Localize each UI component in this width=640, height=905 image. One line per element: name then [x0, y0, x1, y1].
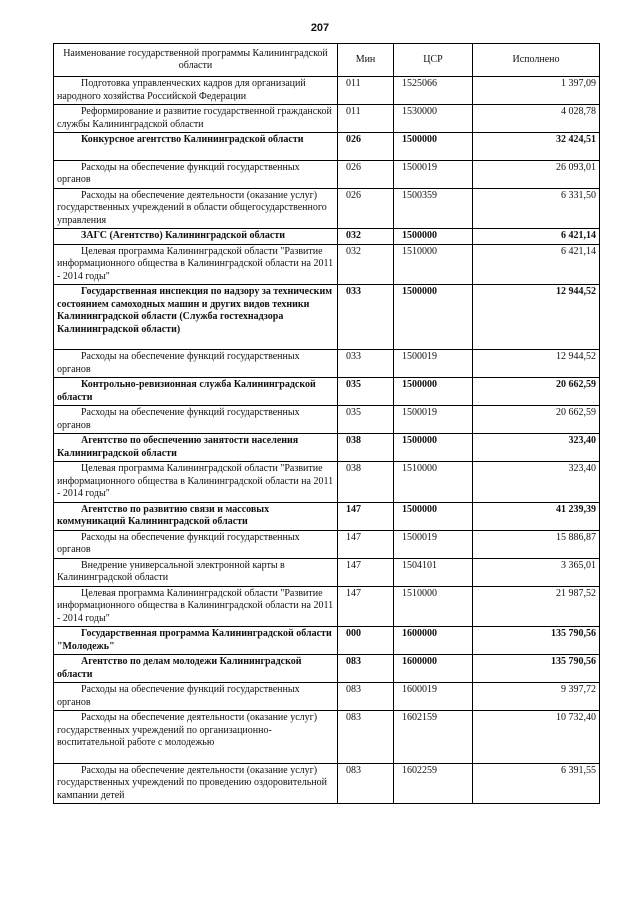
row-min-cell: 026: [338, 160, 394, 188]
row-name-cell: Реформирование и развитие государственной гражданской службы Калининградской области: [54, 105, 338, 133]
row-name-cell: Внедрение универсальной электронной карты в Калининградской области: [54, 558, 338, 586]
row-done-cell: 3 365,01: [473, 558, 600, 586]
table-row: [54, 558, 600, 586]
row-done-cell: 12 944,52: [473, 285, 600, 350]
row-csr-cell: 1510000: [394, 462, 473, 503]
row-min-cell: 026: [338, 133, 394, 161]
row-csr-cell: 1602259: [394, 763, 473, 804]
header-min: Мин: [338, 44, 394, 77]
row-done-cell: 323,40: [473, 462, 600, 503]
row-name-cell: Агентство по обеспечению занятости населения Калининградской области: [54, 434, 338, 462]
row-name-cell: Агентство по развитию связи и массовых коммуникаций Калининградской области: [54, 502, 338, 530]
row-csr-cell: 1500000: [394, 133, 473, 161]
row-csr-cell: 1500000: [394, 434, 473, 462]
table-row: [54, 244, 600, 285]
row-done-cell: 10 732,40: [473, 711, 600, 764]
row-csr-cell: 1500000: [394, 378, 473, 406]
table-row: [54, 378, 600, 406]
row-name-cell: Расходы на обеспечение функций государственных органов: [54, 160, 338, 188]
table-row: [54, 285, 600, 350]
row-min-cell: 147: [338, 502, 394, 530]
row-csr-cell: 1600019: [394, 683, 473, 711]
row-min-cell: 147: [338, 530, 394, 558]
table-body: [54, 77, 600, 804]
table-row: [54, 105, 600, 133]
row-done-cell: 6 421,14: [473, 244, 600, 285]
row-done-cell: 6 421,14: [473, 229, 600, 245]
table-row: [54, 229, 600, 245]
table-row: [54, 763, 600, 804]
table-row: [54, 530, 600, 558]
row-done-cell: 6 331,50: [473, 188, 600, 229]
row-name-cell: Расходы на обеспечение функций государственных органов: [54, 683, 338, 711]
row-done-cell: 32 424,51: [473, 133, 600, 161]
row-name-cell: Расходы на обеспечение функций государственных органов: [54, 406, 338, 434]
row-done-cell: 323,40: [473, 434, 600, 462]
table-row: [54, 462, 600, 503]
row-name-cell: Целевая программа Калининградской области "Развитие информационного общества в Калининградской области на 2011 - 2014 годы": [54, 586, 338, 627]
table-row: [54, 133, 600, 161]
row-name-cell: Расходы на обеспечение функций государственных органов: [54, 530, 338, 558]
table-row: [54, 502, 600, 530]
row-done-cell: 1 397,09: [473, 77, 600, 105]
row-csr-cell: 1510000: [394, 244, 473, 285]
table-row: [54, 655, 600, 683]
row-csr-cell: 1500019: [394, 406, 473, 434]
table-row: [54, 188, 600, 229]
row-done-cell: 41 239,39: [473, 502, 600, 530]
row-done-cell: 20 662,59: [473, 406, 600, 434]
row-min-cell: 000: [338, 627, 394, 655]
row-csr-cell: 1600000: [394, 627, 473, 655]
row-min-cell: 038: [338, 462, 394, 503]
row-done-cell: 21 987,52: [473, 586, 600, 627]
header-name: Наименование государственной программы Калининградской области: [54, 44, 338, 77]
row-csr-cell: 1500359: [394, 188, 473, 229]
row-done-cell: 135 790,56: [473, 627, 600, 655]
table-header-row: [54, 44, 600, 77]
table-row: [54, 683, 600, 711]
row-name-cell: Расходы на обеспечение функций государственных органов: [54, 350, 338, 378]
header-done: Исполнено: [473, 44, 600, 77]
row-csr-cell: 1510000: [394, 586, 473, 627]
row-name-cell: ЗАГС (Агентство) Калининградской области: [54, 229, 338, 245]
row-done-cell: 6 391,55: [473, 763, 600, 804]
row-name-cell: Расходы на обеспечение деятельности (оказание услуг) государственных учреждений в области общегосударственного управления: [54, 188, 338, 229]
row-name-cell: Агентство по делам молодежи Калининградской области: [54, 655, 338, 683]
row-name-cell: Расходы на обеспечение деятельности (оказание услуг) государственных учреждений по проведению оздоровительной кампании детей: [54, 763, 338, 804]
budget-table: [53, 43, 600, 804]
row-name-cell: Целевая программа Калининградской области "Развитие информационного общества в Калининградской области на 2011 - 2014 годы": [54, 244, 338, 285]
row-csr-cell: 1500019: [394, 350, 473, 378]
row-name-cell: Контрольно-ревизионная служба Калининградской области: [54, 378, 338, 406]
table-row: [54, 434, 600, 462]
row-csr-cell: 1500019: [394, 530, 473, 558]
row-min-cell: 083: [338, 655, 394, 683]
row-done-cell: 15 886,87: [473, 530, 600, 558]
row-done-cell: 135 790,56: [473, 655, 600, 683]
table-row: [54, 406, 600, 434]
row-done-cell: 12 944,52: [473, 350, 600, 378]
row-min-cell: 083: [338, 711, 394, 764]
row-name-cell: Государственная программа Калининградской области "Молодежь": [54, 627, 338, 655]
row-name-cell: Государственная инспекция по надзору за техническим состоянием самоходных машин и других видов техники Калининградской области (Служба гостехнадзора Калининградской области): [54, 285, 338, 350]
row-csr-cell: 1602159: [394, 711, 473, 764]
table-row: [54, 77, 600, 105]
row-min-cell: 035: [338, 378, 394, 406]
row-name-cell: Целевая программа Калининградской области "Развитие информационного общества в Калининградской области на 2011 - 2014 годы": [54, 462, 338, 503]
row-min-cell: 011: [338, 105, 394, 133]
row-done-cell: 9 397,72: [473, 683, 600, 711]
row-csr-cell: 1500000: [394, 285, 473, 350]
row-csr-cell: 1500000: [394, 502, 473, 530]
row-min-cell: 083: [338, 763, 394, 804]
row-min-cell: 026: [338, 188, 394, 229]
row-min-cell: 083: [338, 683, 394, 711]
table-row: [54, 586, 600, 627]
row-name-cell: Расходы на обеспечение деятельности (оказание услуг) государственных учреждений по организационно-воспитательной работе с молодежью: [54, 711, 338, 764]
table-row: [54, 711, 600, 764]
header-csr: ЦСР: [394, 44, 473, 77]
row-done-cell: 20 662,59: [473, 378, 600, 406]
row-csr-cell: 1525066: [394, 77, 473, 105]
row-min-cell: 038: [338, 434, 394, 462]
row-csr-cell: 1504101: [394, 558, 473, 586]
table-row: [54, 350, 600, 378]
row-min-cell: 011: [338, 77, 394, 105]
row-name-cell: Конкурсное агентство Калининградской области: [54, 133, 338, 161]
table-row: [54, 627, 600, 655]
row-csr-cell: 1500000: [394, 229, 473, 245]
row-name-cell: Подготовка управленческих кадров для организаций народного хозяйства Российской Федерации: [54, 77, 338, 105]
row-min-cell: 032: [338, 229, 394, 245]
table-row: [54, 160, 600, 188]
row-csr-cell: 1500019: [394, 160, 473, 188]
row-min-cell: 033: [338, 285, 394, 350]
row-csr-cell: 1530000: [394, 105, 473, 133]
row-min-cell: 147: [338, 558, 394, 586]
page-number: 207: [310, 22, 330, 34]
row-min-cell: 035: [338, 406, 394, 434]
row-done-cell: 26 093,01: [473, 160, 600, 188]
row-min-cell: 033: [338, 350, 394, 378]
row-min-cell: 032: [338, 244, 394, 285]
row-min-cell: 147: [338, 586, 394, 627]
row-csr-cell: 1600000: [394, 655, 473, 683]
row-done-cell: 4 028,78: [473, 105, 600, 133]
